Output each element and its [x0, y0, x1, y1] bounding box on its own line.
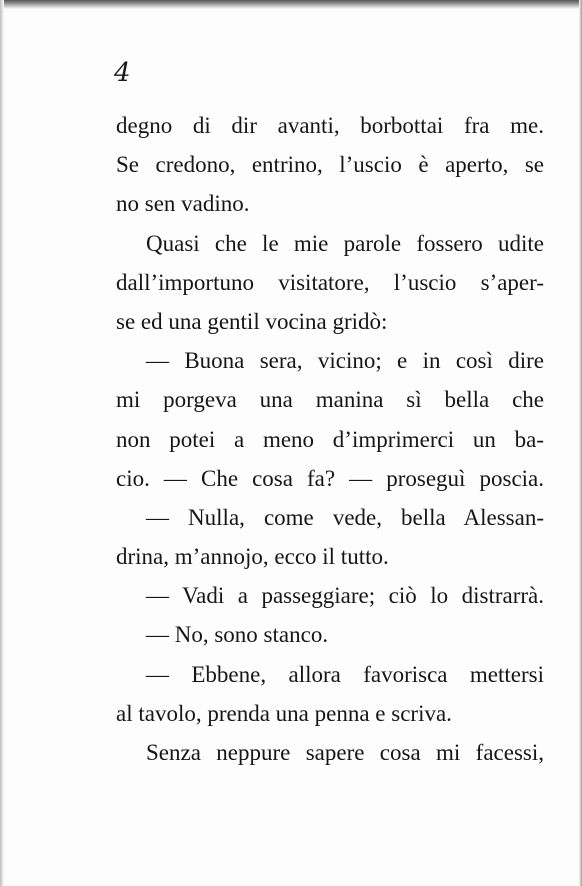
- text-line: degno di dir avanti, borbottai fra me.: [116, 113, 544, 138]
- text-line: — No, sono stanco.: [146, 622, 329, 648]
- text-line: — Nulla, come vede, bella Alessan-: [146, 504, 544, 530]
- text-line: cio. — Che cosa fa? — proseguì poscia.: [116, 465, 544, 491]
- text-line: non potei a meno d’imprimerci un ba-: [116, 426, 544, 452]
- text-line: Senza neppure sapere cosa mi facessi,: [146, 740, 544, 765]
- text-line: — Vadi a passeggiare; ciò lo distrarrà.: [146, 583, 544, 609]
- body-text: [116, 106, 544, 772]
- text-line: Quasi che le mie parole fossero udite: [146, 230, 544, 256]
- text-line: drina, m’annojo, ecco il tutto.: [116, 544, 389, 570]
- text-line: — Buona sera, vicino; e in così dire: [146, 348, 544, 374]
- text-line: no sen vadino.: [116, 191, 250, 217]
- text-line: al tavolo, prenda una penna e scriva.: [116, 700, 452, 726]
- text-line: se ed una gentil vocina gridò:: [116, 308, 388, 334]
- text-line: — Ebbene, allora favorisca mettersi: [146, 661, 544, 687]
- text-line: Se credono, entrino, l’uscio è aperto, se: [116, 152, 544, 178]
- page-left-edge: [0, 0, 4, 886]
- text-line: mi porgeva una manina sì bella che: [116, 387, 544, 413]
- page-number: 4: [114, 58, 131, 88]
- text-line: dall’importuno visitatore, l’uscio s’aper-: [116, 269, 544, 295]
- page-top-edge: [0, 0, 582, 9]
